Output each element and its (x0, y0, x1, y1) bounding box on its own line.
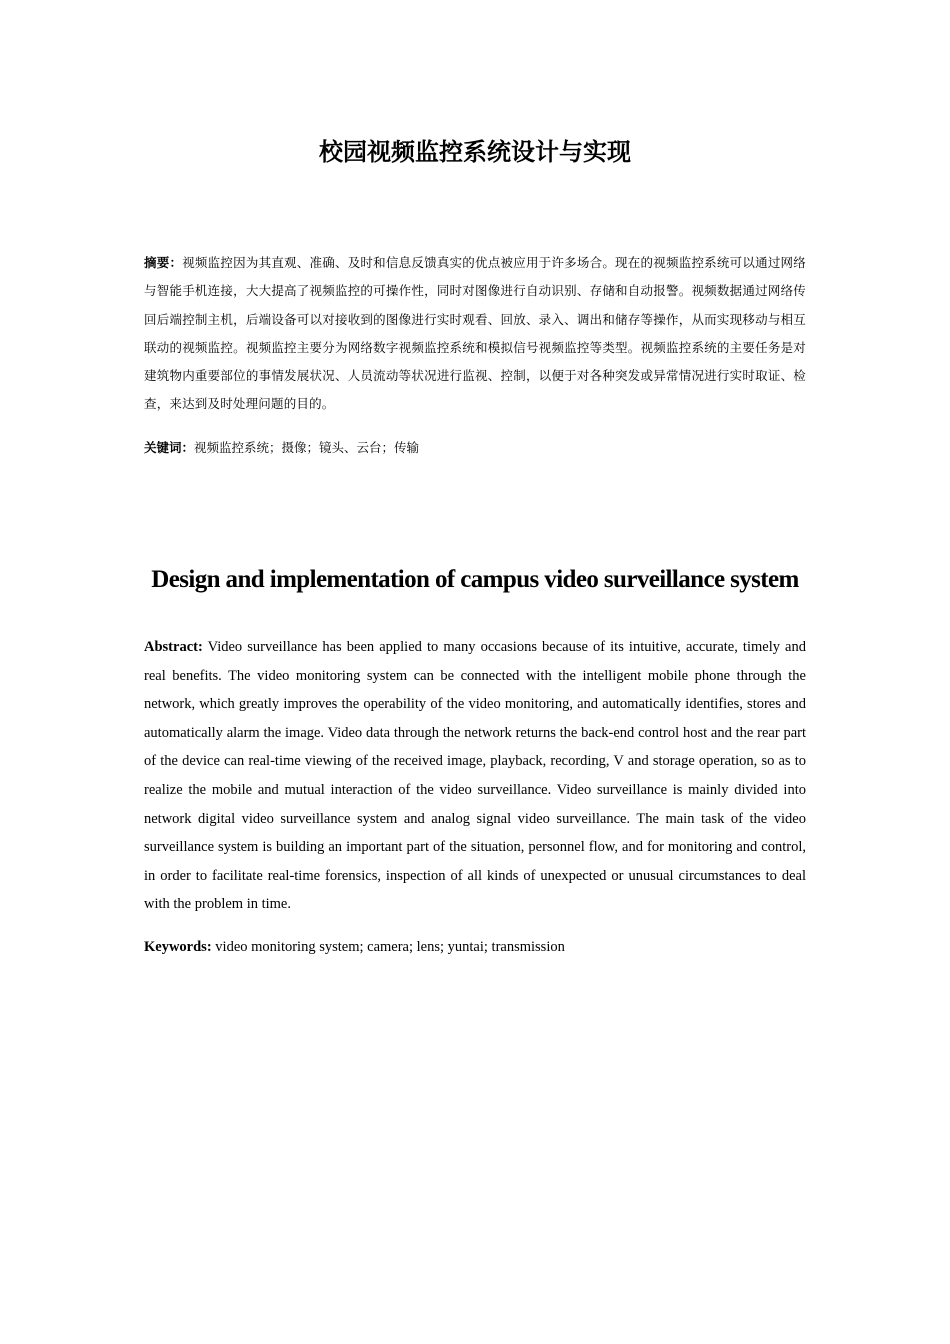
english-title: Design and implementation of campus video surveillance system (151, 566, 799, 593)
english-abstract (144, 633, 806, 919)
chinese-keywords-label: 关键词： (144, 440, 195, 455)
english-keywords (144, 933, 806, 961)
english-abstract-text: Video surveillance has been applied to many occasions because of its intuitive, accurate, timely and real benefits. The video monitoring system can be connected with the intelligent mobile phone through the network, which greatly improves the operability of the video monitoring, and automatically identifies, stores and automatically alarm the image. Video data through the network returns the back-end control host and the rear part of the device can real-time viewing of the received image, playback, recording, V and storage operation, so as to realize the mobile and mutual interaction of the video surveillance. Video surveillance is mainly divided into network digital video surveillance system and analog signal video surveillance. The main task of the video surveillance system is building an important part of the situation, personnel flow, and for monitoring and control, in order to facilitate real-time forensics, inspection of all kinds of unexpected or unusual circumstances to deal with the problem in time. (144, 639, 806, 913)
chinese-keywords-text: 视频监控系统；摄像；镜头、云台；传输 (194, 440, 420, 455)
chinese-abstract-label: 摘要： (144, 255, 183, 270)
chinese-keywords (144, 434, 806, 462)
english-abstract-label: Abstract: (144, 639, 203, 655)
chinese-abstract (144, 249, 806, 419)
english-keywords-text: video monitoring system; camera; lens; yuntai; transmission (215, 939, 565, 955)
chinese-title: 校园视频监控系统设计与实现 (319, 137, 631, 166)
english-keywords-label: Keywords: (144, 939, 212, 955)
chinese-abstract-text: 视频监控因为其直观、准确、及时和信息反馈真实的优点被应用于许多场合。现在的视频监控系统可以通过网络与智能手机连接，大大提高了视频监控的可操作性，同时对图像进行自动识别、存储和自动报警。视频数据通过网络传回后端控制主机，后端设备可以对接收到的图像进行实时观看、回放、录入、调出和储存等操作，从而实现移动与相互联动的视频监控。视频监控主要分为网络数字视频监控系统和模拟信号视频监控等类型。视频监控系统的主要任务是对建筑物内重要部位的事情发展状况、人员流动等状况进行监视、控制，以便于对各种突发或异常情况进行实时取证、检查，来达到及时处理问题的目的。 (144, 255, 806, 412)
